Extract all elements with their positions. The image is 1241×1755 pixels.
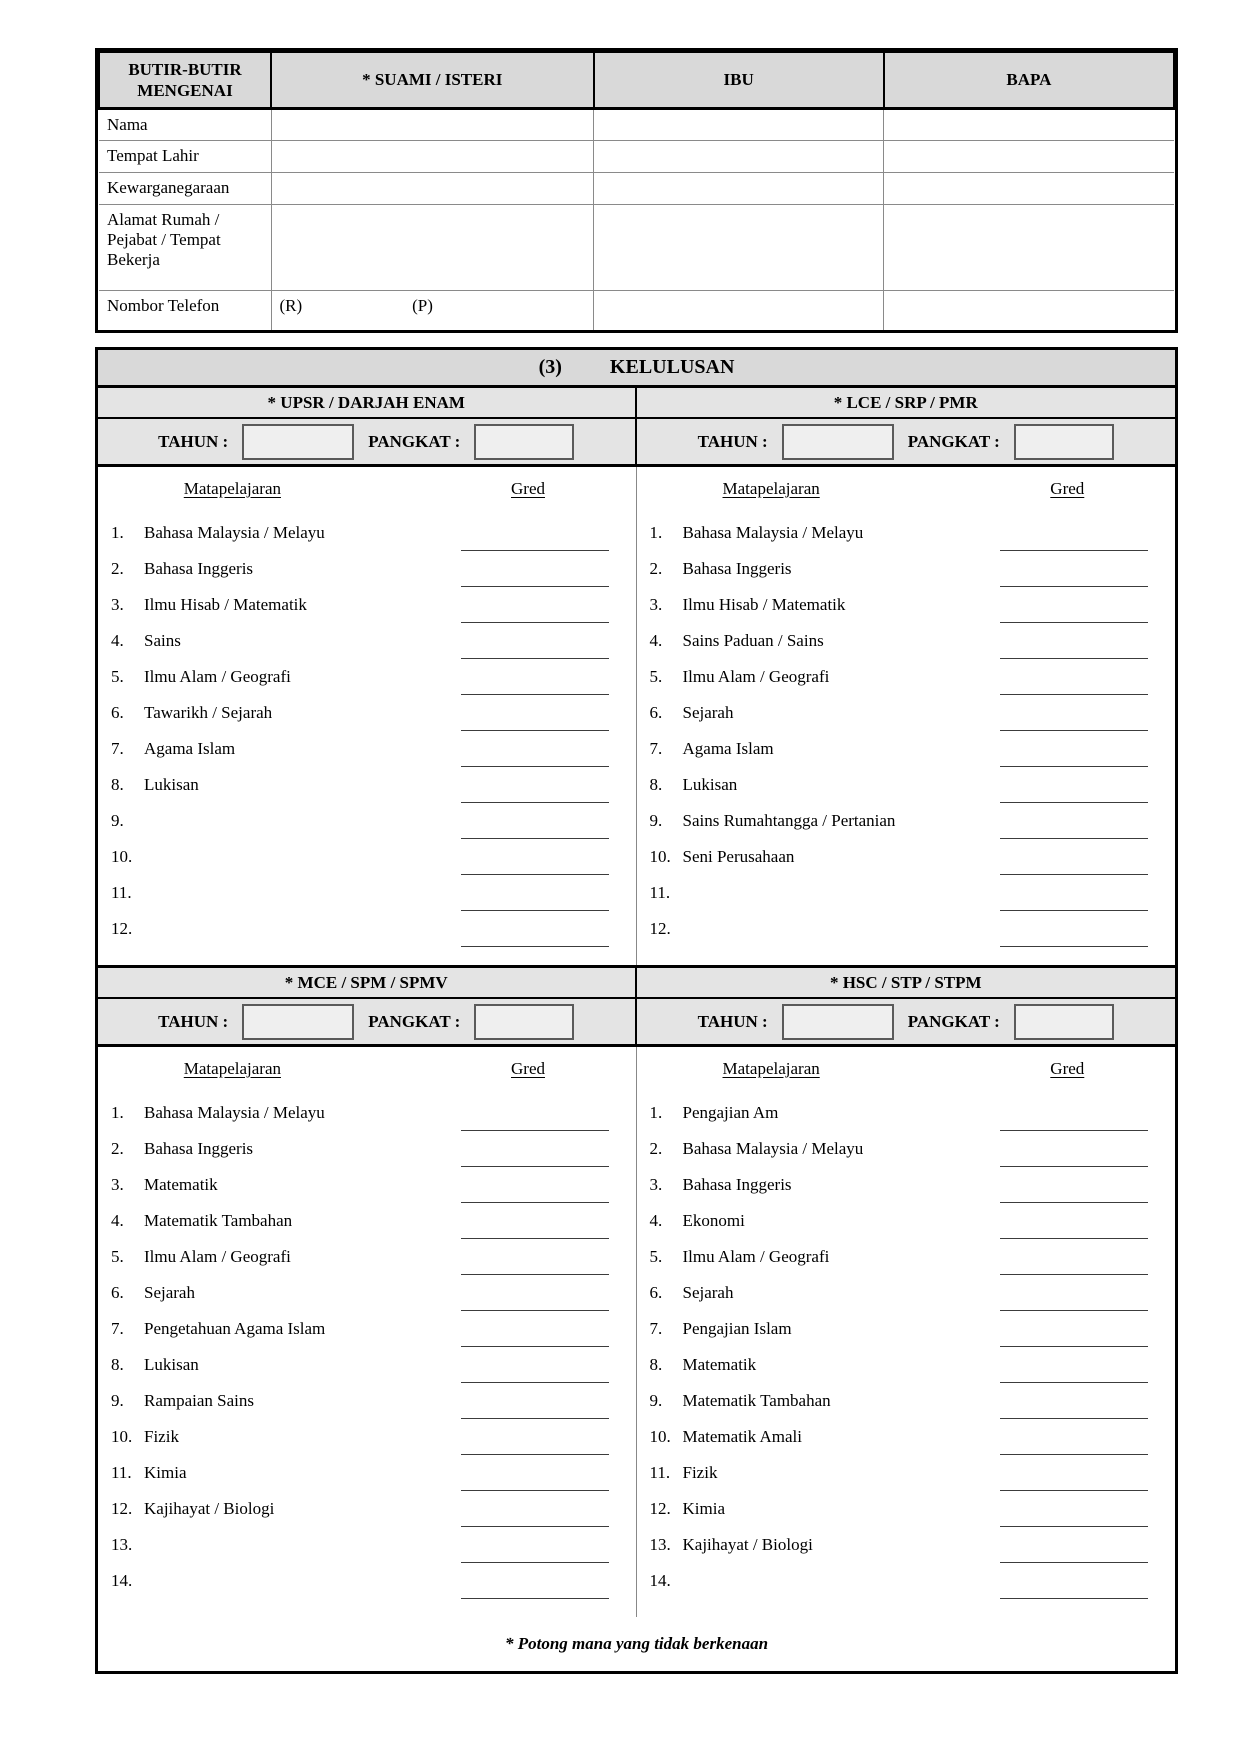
subject-number: 7. [649, 1319, 663, 1338]
subject-name: Rampaian Sains [144, 1391, 255, 1410]
lce-tahun-input-box[interactable] [782, 424, 894, 460]
subjects-column-header [637, 1047, 1176, 1091]
subject-row [98, 1383, 636, 1419]
subject-row [98, 839, 636, 875]
hsc-header: * HSC / STP / STPM [637, 968, 1176, 999]
subject-row [98, 1455, 636, 1491]
subject-number: 12. [649, 1499, 671, 1518]
subject-name: Matematik Amali [682, 1427, 802, 1446]
subject-row [98, 659, 636, 695]
subject-number: 3. [649, 595, 663, 614]
row-alamat [99, 204, 1174, 290]
subject-name: Pengetahuan Agama Islam [144, 1319, 326, 1338]
hsc-subjects [637, 1047, 1176, 1617]
family-details-table [95, 48, 1178, 333]
label-nombor-telefon: Nombor Telefon [99, 290, 271, 330]
subject-row [637, 659, 1176, 695]
subject-row [637, 1419, 1176, 1455]
subject-row [98, 551, 636, 587]
subject-row [98, 911, 636, 947]
subject-name: Lukisan [144, 775, 199, 794]
section-number: (3) [538, 356, 562, 378]
tempat-lahir-ibu-cell[interactable] [594, 140, 884, 172]
label-nama: Nama [99, 108, 271, 140]
family-header-row [99, 52, 1174, 108]
mce-tahun-pangkat [98, 999, 637, 1047]
subject-number: 12. [649, 919, 671, 938]
subject-number: 4. [649, 1211, 663, 1230]
subject-name: Ilmu Alam / Geografi [682, 1247, 830, 1266]
nama-ibu-cell[interactable] [594, 108, 884, 140]
subject-row [637, 1203, 1176, 1239]
upsr-pangkat-input-box[interactable] [474, 424, 574, 460]
subject-row [637, 695, 1176, 731]
mce-subjects [98, 1047, 637, 1617]
subject-number: 11. [111, 1463, 132, 1482]
tahun-label: TAHUN : [697, 431, 768, 451]
gred-header: Gred [511, 1059, 545, 1078]
kewarganegaraan-suami-cell[interactable] [271, 172, 594, 204]
tempat-lahir-suami-cell[interactable] [271, 140, 594, 172]
subject-number: 1. [649, 523, 663, 542]
subject-row [637, 551, 1176, 587]
subject-row [98, 587, 636, 623]
subject-number: 8. [649, 1355, 663, 1374]
subject-number: 12. [111, 919, 133, 938]
lce-tahun-pangkat [637, 419, 1176, 467]
subject-row [637, 731, 1176, 767]
mce-tahun-input-box[interactable] [242, 1004, 354, 1040]
upsr-tahun-input-box[interactable] [242, 424, 354, 460]
subject-name: Pengajian Am [682, 1103, 779, 1122]
subjects-column-header [637, 467, 1176, 511]
subject-number: 6. [111, 703, 124, 722]
subject-name: Seni Perusahaan [682, 847, 795, 866]
subject-name: Bahasa Inggeris [682, 559, 792, 578]
lce-pangkat-input-box[interactable] [1014, 424, 1114, 460]
subject-row [637, 875, 1176, 911]
subject-name: Lukisan [144, 1355, 199, 1374]
subject-number: 4. [111, 1211, 124, 1230]
label-kewarganegaraan: Kewarganegaraan [99, 172, 271, 204]
subject-name: Matematik [682, 1355, 757, 1374]
subject-row [637, 1347, 1176, 1383]
subject-row [637, 1275, 1176, 1311]
subject-row [637, 1167, 1176, 1203]
subject-name: Bahasa Inggeris [144, 1139, 254, 1158]
grade-input-line[interactable] [461, 946, 609, 947]
kelulusan-table [95, 347, 1178, 1674]
subject-row [98, 1239, 636, 1275]
subject-row [98, 1491, 636, 1527]
subject-number: 3. [649, 1175, 663, 1194]
subject-row [98, 875, 636, 911]
gred-header: Gred [511, 479, 545, 498]
upsr-header: * UPSR / DARJAH ENAM [98, 388, 637, 419]
telefon-ibu-cell[interactable] [594, 290, 884, 330]
grade-input-line[interactable] [1000, 1598, 1148, 1599]
subject-row [637, 623, 1176, 659]
subject-number: 11. [649, 1463, 671, 1482]
row-nama [99, 108, 1174, 140]
subject-row [98, 515, 636, 551]
subject-number: 4. [111, 631, 124, 650]
kewarganegaraan-ibu-cell[interactable] [594, 172, 884, 204]
subject-number: 7. [649, 739, 663, 758]
subject-row [637, 1095, 1176, 1131]
subject-number: 2. [111, 559, 124, 578]
subject-row [637, 911, 1176, 947]
subject-number: 9. [649, 1391, 663, 1410]
label-tempat-lahir: Tempat Lahir [99, 140, 271, 172]
subject-row [98, 695, 636, 731]
exam-header-band-bottom [98, 968, 1175, 999]
subject-row [637, 1239, 1176, 1275]
hsc-tahun-pangkat [637, 999, 1176, 1047]
subject-name: Matematik Tambahan [144, 1211, 293, 1230]
subject-name: Kajihayat / Biologi [682, 1535, 813, 1554]
subject-name: Bahasa Malaysia / Melayu [144, 523, 325, 542]
subject-row [98, 1095, 636, 1131]
upsr-subjects [98, 467, 637, 965]
row-kewarganegaraan [99, 172, 1174, 204]
alamat-suami-cell[interactable] [271, 204, 594, 290]
subject-name: Agama Islam [144, 739, 236, 758]
subject-name: Bahasa Inggeris [682, 1175, 792, 1194]
subject-name: Ilmu Alam / Geografi [682, 667, 830, 686]
subject-number: 5. [111, 667, 124, 686]
subject-row [98, 1275, 636, 1311]
subject-name: Agama Islam [682, 739, 774, 758]
subjects-column-header [98, 1047, 636, 1091]
pangkat-label: PANGKAT : [907, 1011, 1000, 1031]
grade-input-line[interactable] [1000, 946, 1148, 947]
subject-name: Fizik [682, 1463, 718, 1482]
subject-number: 8. [111, 1355, 124, 1374]
subject-row [637, 1491, 1176, 1527]
subject-number: 9. [111, 1391, 124, 1410]
subject-row [98, 803, 636, 839]
matapelajaran-header: Matapelajaran [183, 479, 281, 498]
telefon-bapa-cell[interactable] [884, 290, 1174, 330]
subject-number: 1. [111, 523, 124, 542]
mce-header: * MCE / SPM / SPMV [98, 968, 637, 999]
pangkat-label: PANGKAT : [907, 431, 1000, 451]
subject-number: 10. [649, 1427, 671, 1446]
subject-number: 2. [649, 559, 663, 578]
subject-row [637, 767, 1176, 803]
subject-row [98, 1203, 636, 1239]
subject-name: Kimia [144, 1463, 187, 1482]
subject-number: 10. [111, 847, 133, 866]
row-tempat-lahir [99, 140, 1174, 172]
tempat-lahir-bapa-cell[interactable] [884, 140, 1174, 172]
subject-name: Kimia [682, 1499, 725, 1518]
subject-number: 3. [111, 1175, 124, 1194]
subject-name: Ekonomi [682, 1211, 745, 1230]
subject-number: 12. [111, 1499, 133, 1518]
header-suami-isteri: * SUAMI / ISTERI [271, 52, 594, 108]
tahun-label: TAHUN : [697, 1011, 768, 1031]
tahun-pangkat-band-bottom [98, 999, 1175, 1047]
subject-row [637, 803, 1176, 839]
subject-row [98, 1131, 636, 1167]
subject-number: 6. [649, 1283, 663, 1302]
lce-header: * LCE / SRP / PMR [637, 388, 1176, 419]
tahun-label: TAHUN : [158, 1011, 229, 1031]
subjects-column-header [98, 467, 636, 511]
subject-number: 5. [649, 1247, 663, 1266]
subjects-band-top [98, 467, 1175, 968]
subject-number: 1. [111, 1103, 124, 1122]
subject-number: 14. [111, 1571, 133, 1590]
subject-number: 5. [649, 667, 663, 686]
subject-name: Matematik Tambahan [682, 1391, 831, 1410]
footnote: * Potong mana yang tidak berkenaan [504, 1634, 769, 1653]
header-ibu: IBU [594, 52, 884, 108]
subject-name: Bahasa Malaysia / Melayu [144, 1103, 325, 1122]
subject-number: 3. [111, 595, 124, 614]
tahun-pangkat-band-top [98, 419, 1175, 467]
subject-name: Ilmu Alam / Geografi [144, 1247, 291, 1266]
subject-name: Sains Paduan / Sains [682, 631, 824, 650]
subject-name: Pengajian Islam [682, 1319, 792, 1338]
subject-row [637, 839, 1176, 875]
subject-name: Kajihayat / Biologi [144, 1499, 275, 1518]
pangkat-label: PANGKAT : [368, 1011, 461, 1031]
telefon-suami-cell[interactable] [271, 290, 594, 330]
subject-row [637, 1383, 1176, 1419]
gred-header: Gred [1050, 479, 1085, 498]
subject-row [98, 1419, 636, 1455]
subject-name: Sejarah [144, 1283, 195, 1302]
subject-row [98, 1167, 636, 1203]
hsc-pangkat-input-box[interactable] [1014, 1004, 1114, 1040]
subject-number: 9. [649, 811, 663, 830]
phone-home-label: (R) [279, 295, 303, 315]
header-butir-butir-mengenai: BUTIR-BUTIR MENGENAI [99, 52, 271, 108]
subject-row [98, 1527, 636, 1563]
subject-number: 8. [111, 775, 124, 794]
hsc-tahun-input-box[interactable] [782, 1004, 894, 1040]
subject-name: Lukisan [682, 775, 738, 794]
tahun-label: TAHUN : [158, 431, 229, 451]
subject-row [637, 587, 1176, 623]
alamat-ibu-cell[interactable] [594, 204, 884, 290]
subject-number: 10. [111, 1427, 133, 1446]
subject-name: Bahasa Malaysia / Melayu [682, 1139, 864, 1158]
subject-row [98, 1563, 636, 1599]
exam-header-band-top [98, 388, 1175, 419]
subject-row [637, 1527, 1176, 1563]
subject-number: 7. [111, 1319, 124, 1338]
lce-subjects [637, 467, 1176, 965]
subject-number: 7. [111, 739, 124, 758]
section-title: KELULUSAN [609, 356, 735, 378]
subject-name: Sains Rumahtangga / Pertanian [682, 811, 896, 830]
row-nombor-telefon [99, 290, 1174, 330]
subject-row [637, 1311, 1176, 1347]
subject-row [98, 623, 636, 659]
subject-name: Sejarah [682, 703, 734, 722]
subjects-band-bottom [98, 1047, 1175, 1617]
subject-row [637, 1131, 1176, 1167]
subject-number: 9. [111, 811, 124, 830]
subject-row [637, 1455, 1176, 1491]
grade-input-line[interactable] [461, 1598, 609, 1599]
gred-header: Gred [1050, 1059, 1085, 1078]
subject-row [637, 1563, 1176, 1599]
subject-number: 11. [111, 883, 132, 902]
subject-row [98, 767, 636, 803]
subject-name: Ilmu Alam / Geografi [144, 667, 291, 686]
subject-number: 5. [111, 1247, 124, 1266]
subject-number: 14. [649, 1571, 671, 1590]
subject-number: 2. [111, 1139, 124, 1158]
kewarganegaraan-bapa-cell[interactable] [884, 172, 1174, 204]
subject-number: 8. [649, 775, 663, 794]
matapelajaran-header: Matapelajaran [722, 479, 820, 498]
subject-name: Sains [144, 631, 181, 650]
subject-number: 4. [649, 631, 663, 650]
subject-number: 11. [649, 883, 671, 902]
pangkat-label: PANGKAT : [368, 431, 461, 451]
subject-number: 1. [649, 1103, 663, 1122]
upsr-tahun-pangkat [98, 419, 637, 467]
matapelajaran-header: Matapelajaran [722, 1059, 820, 1078]
matapelajaran-header: Matapelajaran [183, 1059, 281, 1078]
phone-office-label: (P) [412, 295, 433, 315]
alamat-bapa-cell[interactable] [884, 204, 1174, 290]
subject-row [98, 1311, 636, 1347]
subject-row [637, 515, 1176, 551]
subject-name: Ilmu Hisab / Matematik [682, 595, 846, 614]
subject-name: Fizik [144, 1427, 179, 1446]
subject-number: 13. [111, 1535, 133, 1554]
subject-name: Ilmu Hisab / Matematik [144, 595, 307, 614]
subject-row [98, 731, 636, 767]
subject-number: 10. [649, 847, 671, 866]
subject-number: 13. [649, 1535, 671, 1554]
subject-number: 6. [649, 703, 663, 722]
subject-number: 2. [649, 1139, 663, 1158]
kelulusan-title-row [98, 350, 1175, 388]
subject-name: Bahasa Malaysia / Melayu [682, 523, 864, 542]
nama-suami-cell[interactable] [271, 108, 594, 140]
label-alamat: Alamat Rumah / Pejabat / Tempat Bekerja [99, 204, 271, 290]
nama-bapa-cell[interactable] [884, 108, 1174, 140]
header-bapa: BAPA [884, 52, 1174, 108]
subject-name: Tawarikh / Sejarah [144, 703, 273, 722]
subject-name: Bahasa Inggeris [144, 559, 254, 578]
subject-name: Matematik [144, 1175, 218, 1194]
form-page [95, 48, 1178, 1674]
subject-number: 6. [111, 1283, 124, 1302]
mce-pangkat-input-box[interactable] [474, 1004, 574, 1040]
subject-name: Sejarah [682, 1283, 734, 1302]
subject-row [98, 1347, 636, 1383]
